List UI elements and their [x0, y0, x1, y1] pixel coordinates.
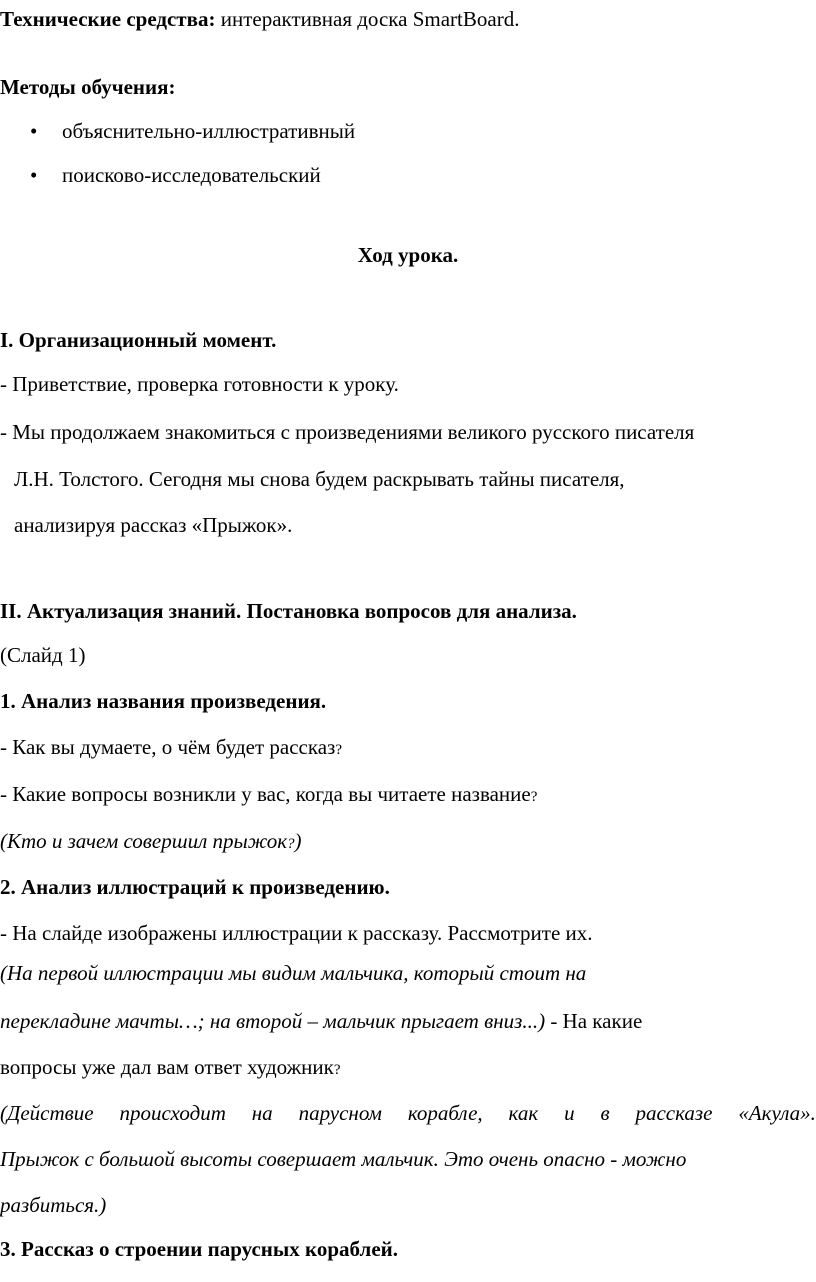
tech-value: интерактивная доска SmartBoard.: [215, 7, 520, 31]
section1-line: анализируя рассказ «Прыжок».: [14, 513, 293, 537]
slide-reference: (Слайд 1): [0, 643, 86, 667]
question-mark: ?: [530, 789, 538, 805]
sub1-heading: 1. Анализ названия произведения.: [0, 689, 327, 713]
illustration-answer: (На первой иллюстрации мы видим мальчика, который стоит на: [0, 961, 587, 985]
answer-word: как: [508, 1101, 539, 1125]
answer-word: в: [600, 1101, 610, 1125]
answer-text: (Кто и зачем совершил прыжок: [0, 829, 288, 853]
answer-word: происходит: [119, 1101, 226, 1125]
sub3-heading: 3. Рассказ о строении парусных кораблей.: [0, 1237, 398, 1261]
illustration-answer: перекладине мачты…; на второй – мальчик прыгает вниз...): [0, 1009, 546, 1033]
question-mark: ?: [335, 742, 343, 758]
bullet-icon: •: [30, 163, 38, 187]
question-line: [0, 1054, 341, 1083]
illustration-line: - На слайде изображены иллюстрации к рассказу. Рассмотрите их.: [0, 921, 593, 945]
illustration-mixed-line: [0, 1008, 642, 1034]
answer-line: [0, 828, 302, 857]
question-text: вопросы уже дал вам ответ художник: [0, 1055, 334, 1079]
method-item-label: объяснительно-иллюстративный: [62, 119, 356, 143]
question-text: - Как вы думаете, о чём будет рассказ: [0, 735, 336, 759]
section1-line: Л.Н. Толстого. Сегодня мы снова будем раскрывать тайны писателя,: [14, 467, 625, 491]
answer-line: Прыжок с большой высоты совершает мальчик. Это очень опасно - можно: [0, 1147, 687, 1171]
question-line: [0, 734, 342, 763]
answer-word: и: [564, 1101, 575, 1125]
answer-word: «Акула».: [738, 1101, 816, 1125]
question-text: - Какие вопросы возникли у вас, когда вы читаете название: [0, 782, 531, 806]
answer-word: на: [251, 1101, 273, 1125]
justified-answer-line: [0, 1100, 816, 1126]
answer-close: ): [294, 829, 302, 853]
section2-heading: II. Актуализация знаний. Постановка вопросов для анализа.: [0, 599, 577, 623]
section1-heading: I. Организационный момент.: [0, 328, 277, 352]
sub2-heading: 2. Анализ иллюстраций к произведению.: [0, 875, 390, 899]
bullet-icon: •: [30, 119, 38, 143]
tech-label: Технические средства:: [0, 7, 216, 31]
section1-line: - Приветствие, проверка готовности к уроку.: [0, 372, 399, 396]
method-item-label: поисково-исследовательский: [62, 163, 321, 187]
question-mark: ?: [333, 1062, 341, 1078]
answer-word: парусном: [298, 1101, 382, 1125]
tech-line: [0, 6, 519, 32]
question-mark: ?: [287, 836, 295, 852]
methods-heading: Методы обучения:: [0, 75, 176, 99]
answer-line: разбиться.): [0, 1193, 107, 1217]
section1-line: - Мы продолжаем знакомиться с произведениями великого русского писателя: [0, 420, 695, 444]
lesson-title: Ход урока.: [357, 243, 459, 267]
question-text: - На какие: [545, 1009, 643, 1033]
answer-word: рассказе: [635, 1101, 713, 1125]
question-line: [0, 781, 537, 810]
answer-word: корабле,: [407, 1101, 483, 1125]
answer-word: (Действие: [0, 1101, 94, 1125]
